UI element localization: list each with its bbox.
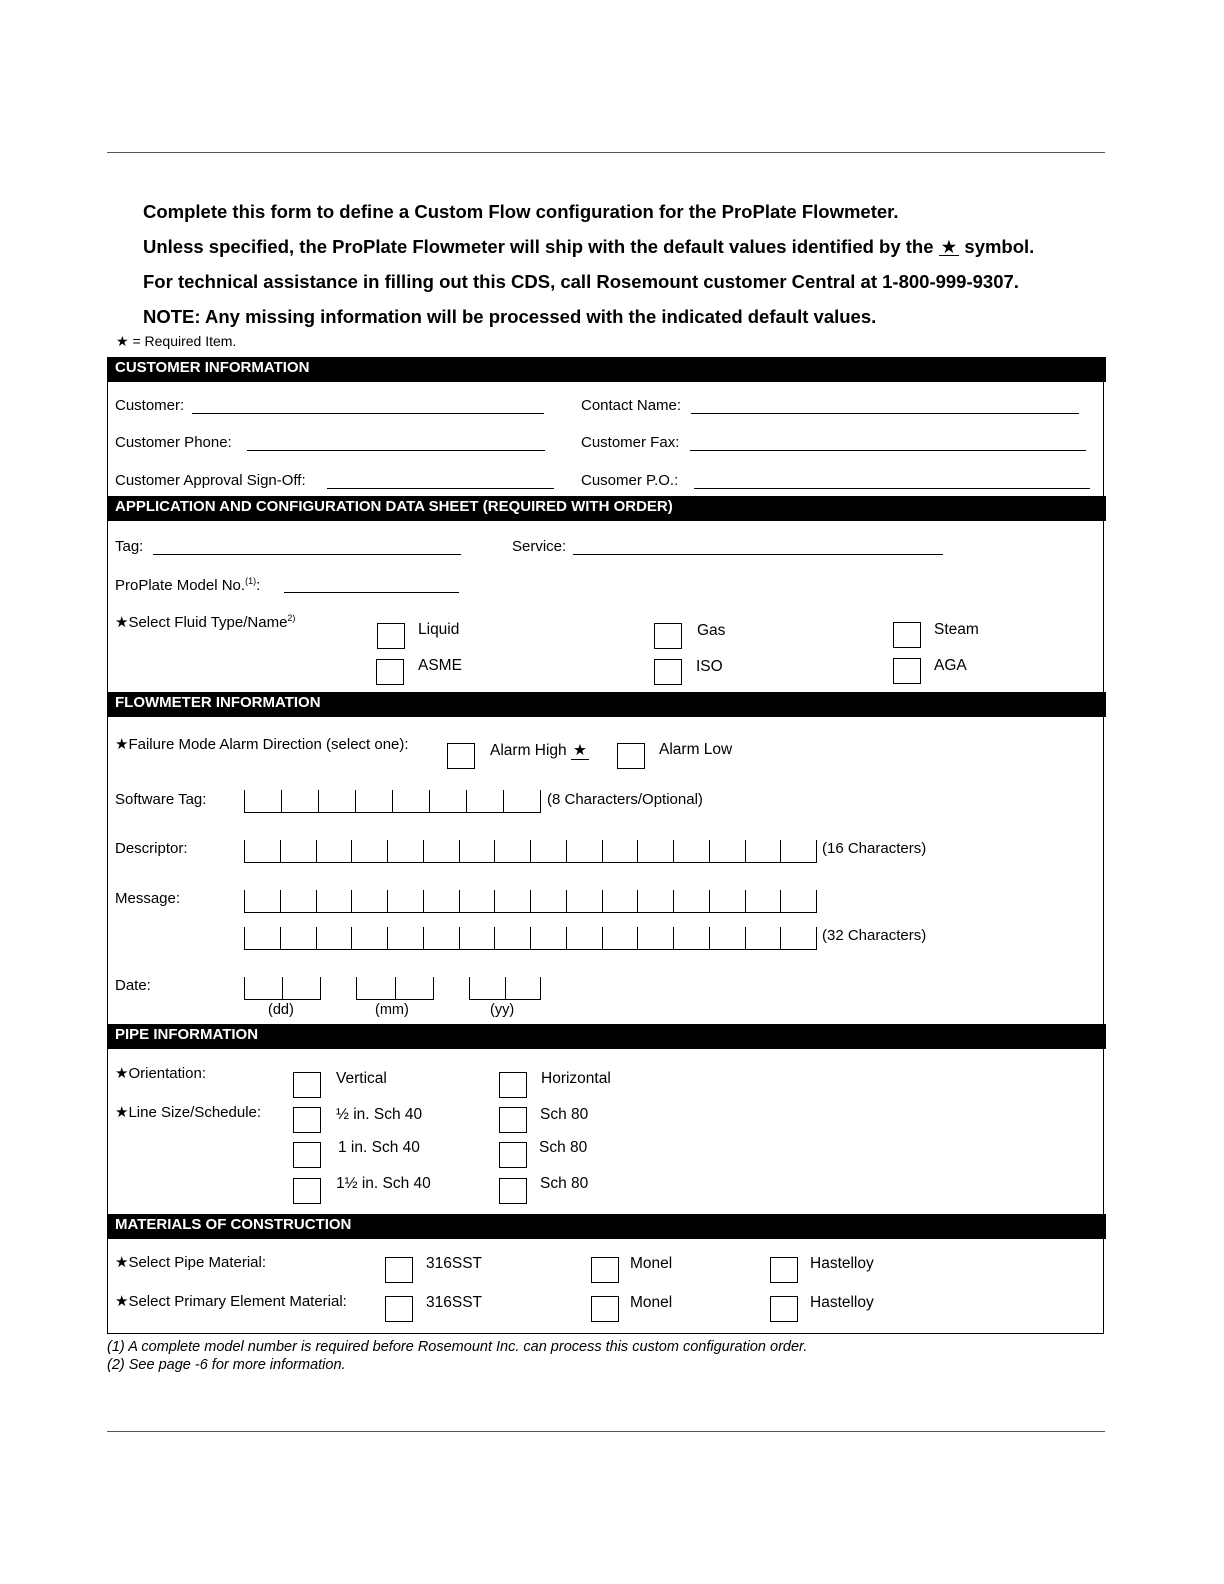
top-rule xyxy=(107,152,1105,153)
horizontal-checkbox[interactable] xyxy=(499,1072,527,1098)
customer-info-header: CUSTOMER INFORMATION xyxy=(107,357,1106,382)
asme-label: ASME xyxy=(418,657,462,674)
model-no-field[interactable] xyxy=(284,592,459,593)
half-inch-checkbox[interactable] xyxy=(293,1107,321,1133)
pipe-hastelloy-label: Hastelloy xyxy=(810,1255,874,1272)
alarm-high-checkbox[interactable] xyxy=(447,743,475,769)
date-dd-caption: (dd) xyxy=(268,1002,294,1018)
pipe-info-header: PIPE INFORMATION xyxy=(107,1024,1106,1049)
date-month-input[interactable] xyxy=(356,977,434,1000)
pipe-monel-label: Monel xyxy=(630,1255,673,1272)
intro-note: NOTE: Any missing information will be processed with the indicated default values. xyxy=(143,306,877,327)
pipe-316sst-checkbox[interactable] xyxy=(385,1257,413,1283)
tag-field[interactable] xyxy=(153,554,461,555)
customer-fax-label: Customer Fax: xyxy=(581,434,680,451)
pipe-material-label: ★Select Pipe Material: xyxy=(115,1254,267,1271)
star-icon: ★ xyxy=(940,236,958,257)
pipe-316sst-label: 316SST xyxy=(426,1255,483,1272)
model-no-text: ProPlate Model No. xyxy=(115,577,246,594)
date-year-input[interactable] xyxy=(469,977,541,1000)
required-legend: ★ = Required Item. xyxy=(116,333,237,349)
one-inch-label: 1 in. Sch 40 xyxy=(338,1139,420,1156)
one-inch-sch80-label: Sch 80 xyxy=(539,1139,588,1156)
alarm-low-checkbox[interactable] xyxy=(617,743,645,769)
intro-line-2 xyxy=(143,236,1034,258)
contact-name-field[interactable] xyxy=(691,413,1079,414)
vertical-checkbox[interactable] xyxy=(293,1072,321,1098)
message-input-line-2[interactable] xyxy=(244,927,817,950)
intro-line-2b: symbol. xyxy=(964,236,1035,257)
default-star-icon: ★ xyxy=(572,742,587,759)
half-inch-label: ½ in. Sch 40 xyxy=(336,1106,423,1123)
steam-checkbox[interactable] xyxy=(893,622,921,648)
date-mm-caption: (mm) xyxy=(375,1002,409,1018)
liquid-checkbox[interactable] xyxy=(377,623,405,649)
one-inch-sch80-checkbox[interactable] xyxy=(499,1142,527,1168)
asme-checkbox[interactable] xyxy=(376,659,404,685)
descriptor-label: Descriptor: xyxy=(115,840,188,857)
contact-name-label: Contact Name: xyxy=(581,397,682,414)
customer-field[interactable] xyxy=(192,413,544,414)
element-monel-checkbox[interactable] xyxy=(591,1296,619,1322)
descriptor-note: (16 Characters) xyxy=(822,840,927,857)
approval-signoff-field[interactable] xyxy=(327,488,554,489)
iso-label: ISO xyxy=(696,658,723,675)
one-half-inch-sch80-label: Sch 80 xyxy=(540,1175,589,1192)
intro-line-3: For technical assistance in filling out this CDS, call Rosemount customer Central at 1-800-999-9307. xyxy=(143,271,1019,292)
line-size-label: ★Line Size/Schedule: xyxy=(115,1104,262,1121)
message-input-line-1[interactable] xyxy=(244,890,817,913)
customer-po-field[interactable] xyxy=(694,488,1090,489)
intro-line-2a: Unless specified, the ProPlate Flowmeter will ship with the default values identified by the xyxy=(143,236,934,257)
date-day-input[interactable] xyxy=(244,977,321,1000)
element-hastelloy-label: Hastelloy xyxy=(810,1294,874,1311)
service-field[interactable] xyxy=(573,554,943,555)
element-monel-label: Monel xyxy=(630,1294,673,1311)
customer-phone-field[interactable] xyxy=(247,450,545,451)
date-yy-caption: (yy) xyxy=(490,1002,515,1018)
fluid-type-label xyxy=(115,613,295,631)
horizontal-label: Horizontal xyxy=(541,1070,611,1087)
approval-signoff-label: Customer Approval Sign-Off: xyxy=(115,472,306,489)
fluid-type-text: ★Select Fluid Type/Name xyxy=(115,614,288,631)
half-inch-sch80-checkbox[interactable] xyxy=(499,1107,527,1133)
steam-label: Steam xyxy=(934,621,979,638)
alarm-direction-label: ★Failure Mode Alarm Direction (select one): xyxy=(115,736,409,753)
tag-label: Tag: xyxy=(115,538,144,555)
fluid-type-footnote: 2) xyxy=(287,613,296,623)
footnote-1: (1) A complete model number is required before Rosemount Inc. can process this custom configuration order. xyxy=(107,1339,808,1355)
one-inch-checkbox[interactable] xyxy=(293,1142,321,1168)
one-half-inch-checkbox[interactable] xyxy=(293,1178,321,1204)
element-316sst-label: 316SST xyxy=(426,1294,483,1311)
service-label: Service: xyxy=(512,538,567,555)
application-header: APPLICATION AND CONFIGURATION DATA SHEET (REQUIRED WITH ORDER) xyxy=(107,496,1106,521)
customer-fax-field[interactable] xyxy=(690,450,1086,451)
alarm-high-text: Alarm High xyxy=(490,742,567,759)
element-material-label: ★Select Primary Element Material: xyxy=(115,1293,347,1310)
flowmeter-header: FLOWMETER INFORMATION xyxy=(107,692,1106,717)
pipe-monel-checkbox[interactable] xyxy=(591,1257,619,1283)
orientation-label: ★Orientation: xyxy=(115,1065,206,1082)
half-inch-sch80-label: Sch 80 xyxy=(540,1106,589,1123)
message-note: (32 Characters) xyxy=(822,927,927,944)
gas-checkbox[interactable] xyxy=(654,623,682,649)
software-tag-note: (8 Characters/Optional) xyxy=(547,791,703,808)
liquid-label: Liquid xyxy=(418,621,460,638)
model-no-colon: : xyxy=(256,577,261,594)
aga-checkbox[interactable] xyxy=(893,658,921,684)
bottom-rule xyxy=(107,1431,1105,1432)
customer-label: Customer: xyxy=(115,397,185,414)
gas-label: Gas xyxy=(697,622,726,639)
intro-line-1: Complete this form to define a Custom Flow configuration for the ProPlate Flowmeter. xyxy=(143,201,899,222)
date-label: Date: xyxy=(115,977,151,994)
model-no-label xyxy=(115,576,260,594)
software-tag-input[interactable] xyxy=(244,790,541,813)
element-316sst-checkbox[interactable] xyxy=(385,1296,413,1322)
element-hastelloy-checkbox[interactable] xyxy=(770,1296,798,1322)
customer-phone-label: Customer Phone: xyxy=(115,434,232,451)
model-no-footnote: (1) xyxy=(245,576,257,586)
one-half-inch-sch80-checkbox[interactable] xyxy=(499,1178,527,1204)
aga-label: AGA xyxy=(934,657,967,674)
vertical-label: Vertical xyxy=(336,1070,387,1087)
pipe-hastelloy-checkbox[interactable] xyxy=(770,1257,798,1283)
message-label: Message: xyxy=(115,890,181,907)
alarm-low-label: Alarm Low xyxy=(659,741,733,758)
materials-header: MATERIALS OF CONSTRUCTION xyxy=(107,1214,1106,1239)
footnote-2: (2) See page -6 for more information. xyxy=(107,1357,346,1373)
descriptor-input[interactable] xyxy=(244,840,817,863)
iso-checkbox[interactable] xyxy=(654,659,682,685)
customer-po-label: Cusomer P.O.: xyxy=(581,472,679,489)
alarm-high-label xyxy=(490,741,589,760)
software-tag-label: Software Tag: xyxy=(115,791,207,808)
one-half-inch-label: 1½ in. Sch 40 xyxy=(336,1175,431,1192)
